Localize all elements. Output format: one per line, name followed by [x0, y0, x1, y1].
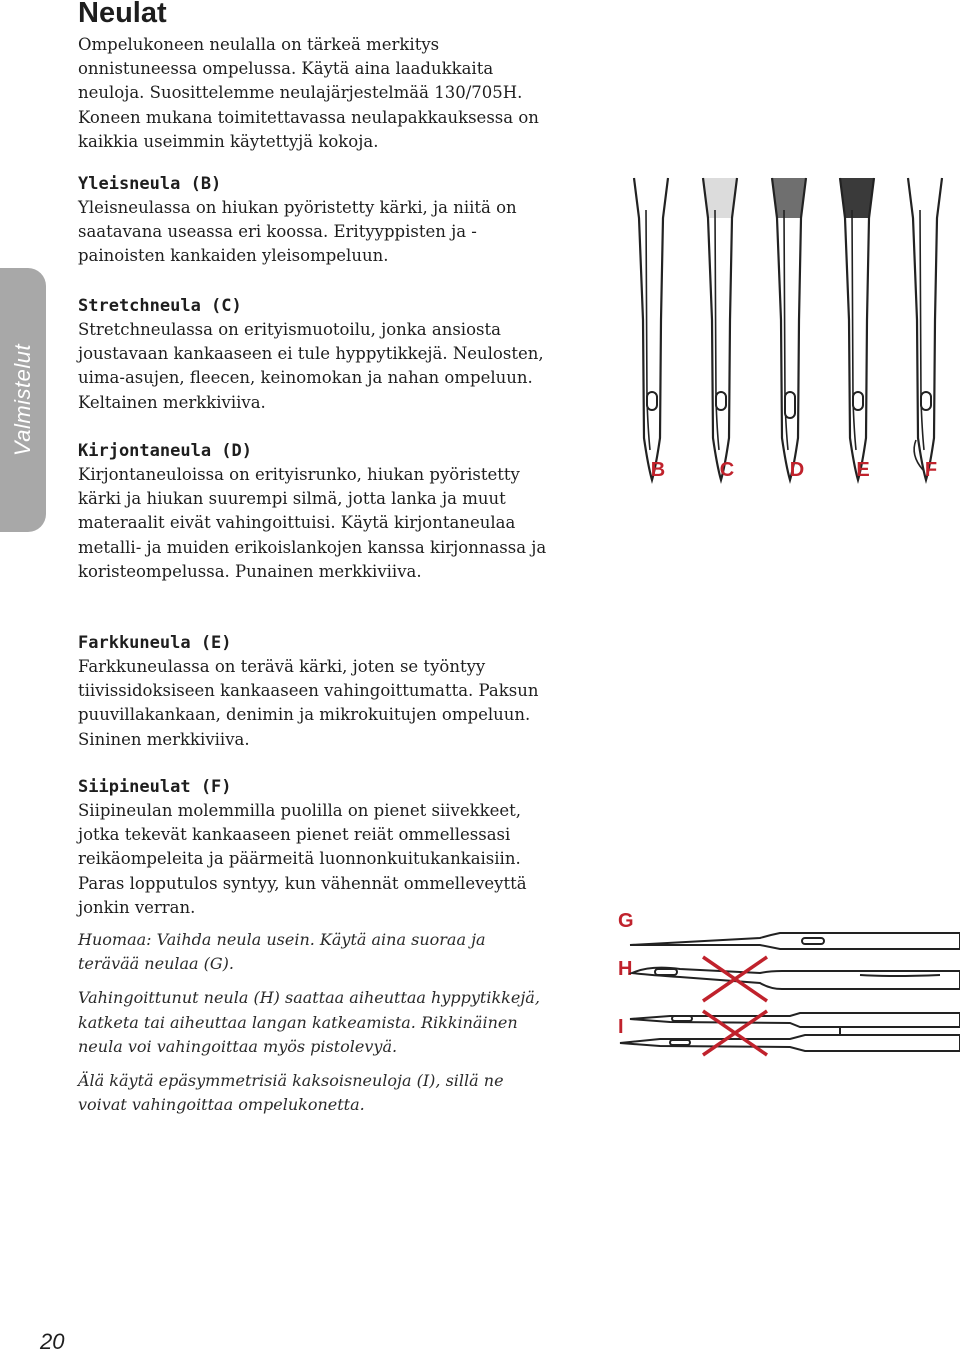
needle-d — [772, 178, 806, 480]
note-damaged-needle: Vahingoittunut neula (H) saattaa aiheuttaa hyppytikkejä, katketa tai aiheuttaa langan katkeamista. Rikkinäinen neula voi vahingoittaa myös pistolevyä. — [78, 988, 540, 1056]
page-number: 20 — [40, 1329, 65, 1354]
needle-condition-illustration — [610, 895, 960, 1075]
section-denim-needle — [78, 631, 548, 752]
section-stretch-needle — [78, 294, 548, 415]
note-change-needle: Huomaa: Vaihda neula usein. Käytä aina suoraa ja terävää neulaa (G). — [78, 930, 486, 974]
needle-label-c: C — [719, 459, 735, 481]
needle-types-illustration — [600, 170, 960, 490]
needle-c — [703, 178, 737, 480]
intro-paragraph: Ompelukoneen neulalla on tärkeä merkitys onnistuneessa ompelussa. Käytä aina laadukkaita neuloja. Suosittelemme neulajärjestelmää 130/705H. Koneen mukana toimitettavassa neulapakkauksessa on kaikkia useimmin käytettyjä kokoja. — [78, 35, 539, 151]
section-heading: Stretchneula (C) — [78, 296, 242, 316]
needle-label-d: D — [789, 459, 805, 481]
section-body: Farkkuneulassa on terävä kärki, joten se työntyy tiivissidoksiseen kankaaseen vahingoittumatta. Paksun puuvillakankaan, denimin ja mikrokuitujen ompeluun. Sininen merkkiviiva. — [78, 657, 539, 749]
section-heading: Siipineulat (F) — [78, 777, 232, 797]
section-body: Kirjontaneuloissa on erityisrunko, hiukan pyöristetty kärki ja hiukan suurempi silmä, jotta lanka ja muut materaalit eivät vahingoittuisi. Käytä kirjontaneulaa metalli- ja muiden erikoislankojen kanssa kirjonnassa ja koristeompelussa. Punainen merkkiviiva. — [78, 465, 547, 581]
needle-label-h: H — [618, 958, 633, 980]
straight-needle — [630, 933, 960, 949]
needle-label-e: E — [856, 459, 870, 481]
needle-label-b: B — [650, 459, 666, 481]
section-heading: Yleisneula (B) — [78, 174, 222, 194]
bent-needle — [632, 968, 960, 989]
section-embroidery-needle — [78, 439, 548, 584]
needle-e — [840, 178, 874, 480]
section-heading: Farkkuneula (E) — [78, 633, 232, 653]
notes — [78, 928, 548, 1127]
section-tab-label: Valmistelut — [10, 343, 35, 457]
section-universal-needle — [78, 172, 548, 269]
needle-label-f: F — [924, 459, 938, 481]
page-title: Neulat — [78, 0, 167, 29]
needle-f — [908, 178, 942, 480]
twin-needle — [620, 1013, 960, 1051]
section-body: Siipineulan molemmilla puolilla on pienet siivekkeet, jotka tekevät kankaaseen pienet reiät ommellessasi reikäompeleita ja päärmeitä luonnonkuitukankaisiin. Paras lopputulos syntyy, kun vähennät ommelleveyttä jonkin verran. — [78, 801, 527, 917]
section-tab — [0, 268, 46, 532]
needle-label-g: G — [618, 910, 634, 932]
section-heading: Kirjontaneula (D) — [78, 441, 252, 461]
note-twin-needle: Älä käytä epäsymmetrisiä kaksoisneuloja (I), sillä ne voivat vahingoittaa ompelukonetta. — [78, 1071, 504, 1115]
needle-label-i: I — [618, 1016, 624, 1038]
needle-b — [634, 178, 668, 480]
section-body: Stretchneulassa on erityismuotoilu, jonka ansiosta joustavaan kankaaseen ei tule hyppytikkejä. Neulosten, uima-asujen, fleecen, keinomokan ja nahan ompeluun. Keltainen merkkiviiva. — [78, 320, 544, 412]
section-body: Yleisneulassa on hiukan pyöristetty kärki, ja niitä on saatavana useassa eri koossa. Erityyppisten ja -painoisten kankaiden yleisompeluun. — [78, 198, 517, 266]
section-wing-needle — [78, 775, 548, 920]
